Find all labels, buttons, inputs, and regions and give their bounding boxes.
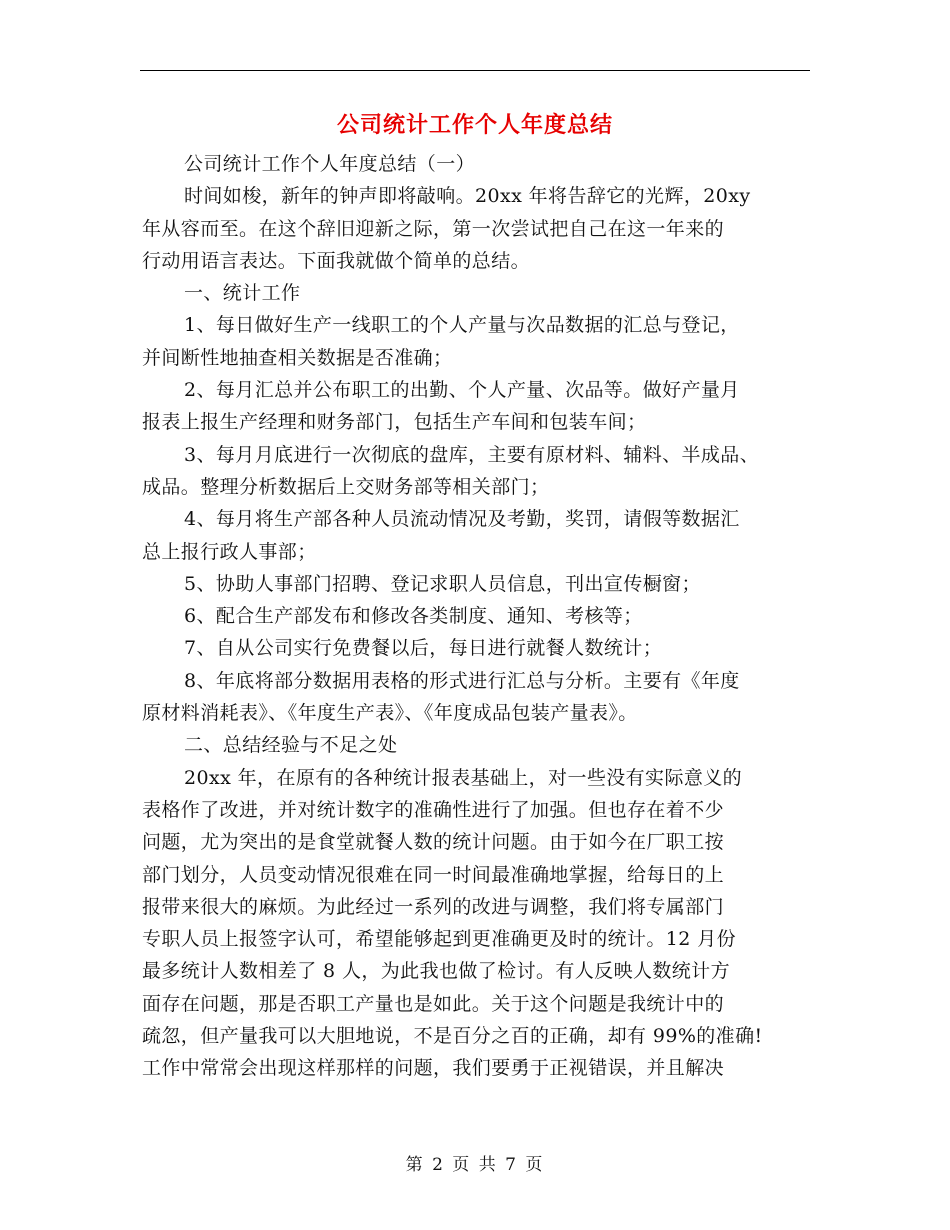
- text-line: 专职人员上报签字认可，希望能够起到更准确更及时的统计。12 月份: [142, 928, 737, 951]
- text-line: 二、总结经验与不足之处: [184, 734, 398, 757]
- text-line: 一、统计工作: [184, 282, 301, 305]
- text-line: 最多统计人数相差了 8 人，为此我也做了检讨。有人反映人数统计方: [142, 960, 730, 983]
- text-line: 时间如梭，新年的钟声即将敲响。20xx 年将告辞它的光辉，20xy: [184, 185, 751, 208]
- page-number-footer: 第 2 页 共 7 页: [405, 1155, 545, 1175]
- document-title: 公司统计工作个人年度总结: [336, 113, 613, 138]
- header-rule: [140, 70, 810, 71]
- text-line: 5、协助人事部门招聘、登记求职人员信息，刊出宣传橱窗；: [184, 572, 701, 595]
- text-line: 并间断性地抽查相关数据是否准确；: [142, 346, 453, 369]
- text-line: 成品。整理分析数据后上交财务部等相关部门；: [142, 475, 550, 498]
- text-line: 公司统计工作个人年度总结（一）: [184, 153, 476, 175]
- text-line: 行动用语言表达。下面我就做个简单的总结。: [142, 249, 531, 272]
- text-line: 问题，尤为突出的是食堂就餐人数的统计问题。由于如今在厂职工按: [142, 831, 725, 854]
- text-line: 原材料消耗表》、《年度生产表》、《年度成品包装产量表》。: [142, 702, 638, 725]
- text-line: 部门划分，人员变动情况很难在同一时间最准确地掌握，给每日的上: [142, 863, 725, 886]
- text-line: 工作中常常会出现这样那样的问题，我们要勇于正视错误，并且解决: [142, 1057, 725, 1080]
- text-line: 20xx 年，在原有的各种统计报表基础上，对一些没有实际意义的: [184, 766, 743, 789]
- text-line: 2、每月汇总并公布职工的出勤、个人产量、次品等。做好产量月: [184, 379, 740, 402]
- text-line: 1、每日做好生产一线职工的个人产量与次品数据的汇总与登记，: [184, 314, 740, 337]
- text-line: 7、自从公司实行免费餐以后，每日进行就餐人数统计；: [184, 637, 663, 660]
- text-line: 表格作了改进，并对统计数字的准确性进行了加强。但也存在着不少: [142, 798, 725, 821]
- text-line: 6、配合生产部发布和修改各类制度、通知、考核等；: [184, 605, 643, 628]
- text-line: 总上报行政人事部；: [142, 540, 317, 563]
- text-line: 报带来很大的麻烦。为此经过一系列的改进与调整，我们将专属部门: [142, 895, 725, 918]
- document-body: [142, 148, 814, 1085]
- text-line: 4、每月将生产部各种人员流动情况及考勤，奖罚，请假等数据汇: [184, 508, 740, 531]
- text-line: 报表上报生产经理和财务部门，包括生产车间和包装车间；: [142, 411, 647, 434]
- text-line: 年从容而至。在这个辞旧迎新之际，第一次尝试把自己在这一年来的: [142, 217, 725, 240]
- text-line: 面存在问题，那是否职工产量也是如此。关于这个问题是我统计中的: [142, 992, 725, 1015]
- text-line: 8、年底将部分数据用表格的形式进行汇总与分析。主要有《年度: [184, 669, 740, 692]
- text-line: 疏忽，但产量我可以大胆地说，不是百分之百的正确，却有 99%的准确!: [142, 1025, 763, 1048]
- text-line: 3、每月月底进行一次彻底的盘库，主要有原材料、辅料、半成品、: [184, 443, 760, 466]
